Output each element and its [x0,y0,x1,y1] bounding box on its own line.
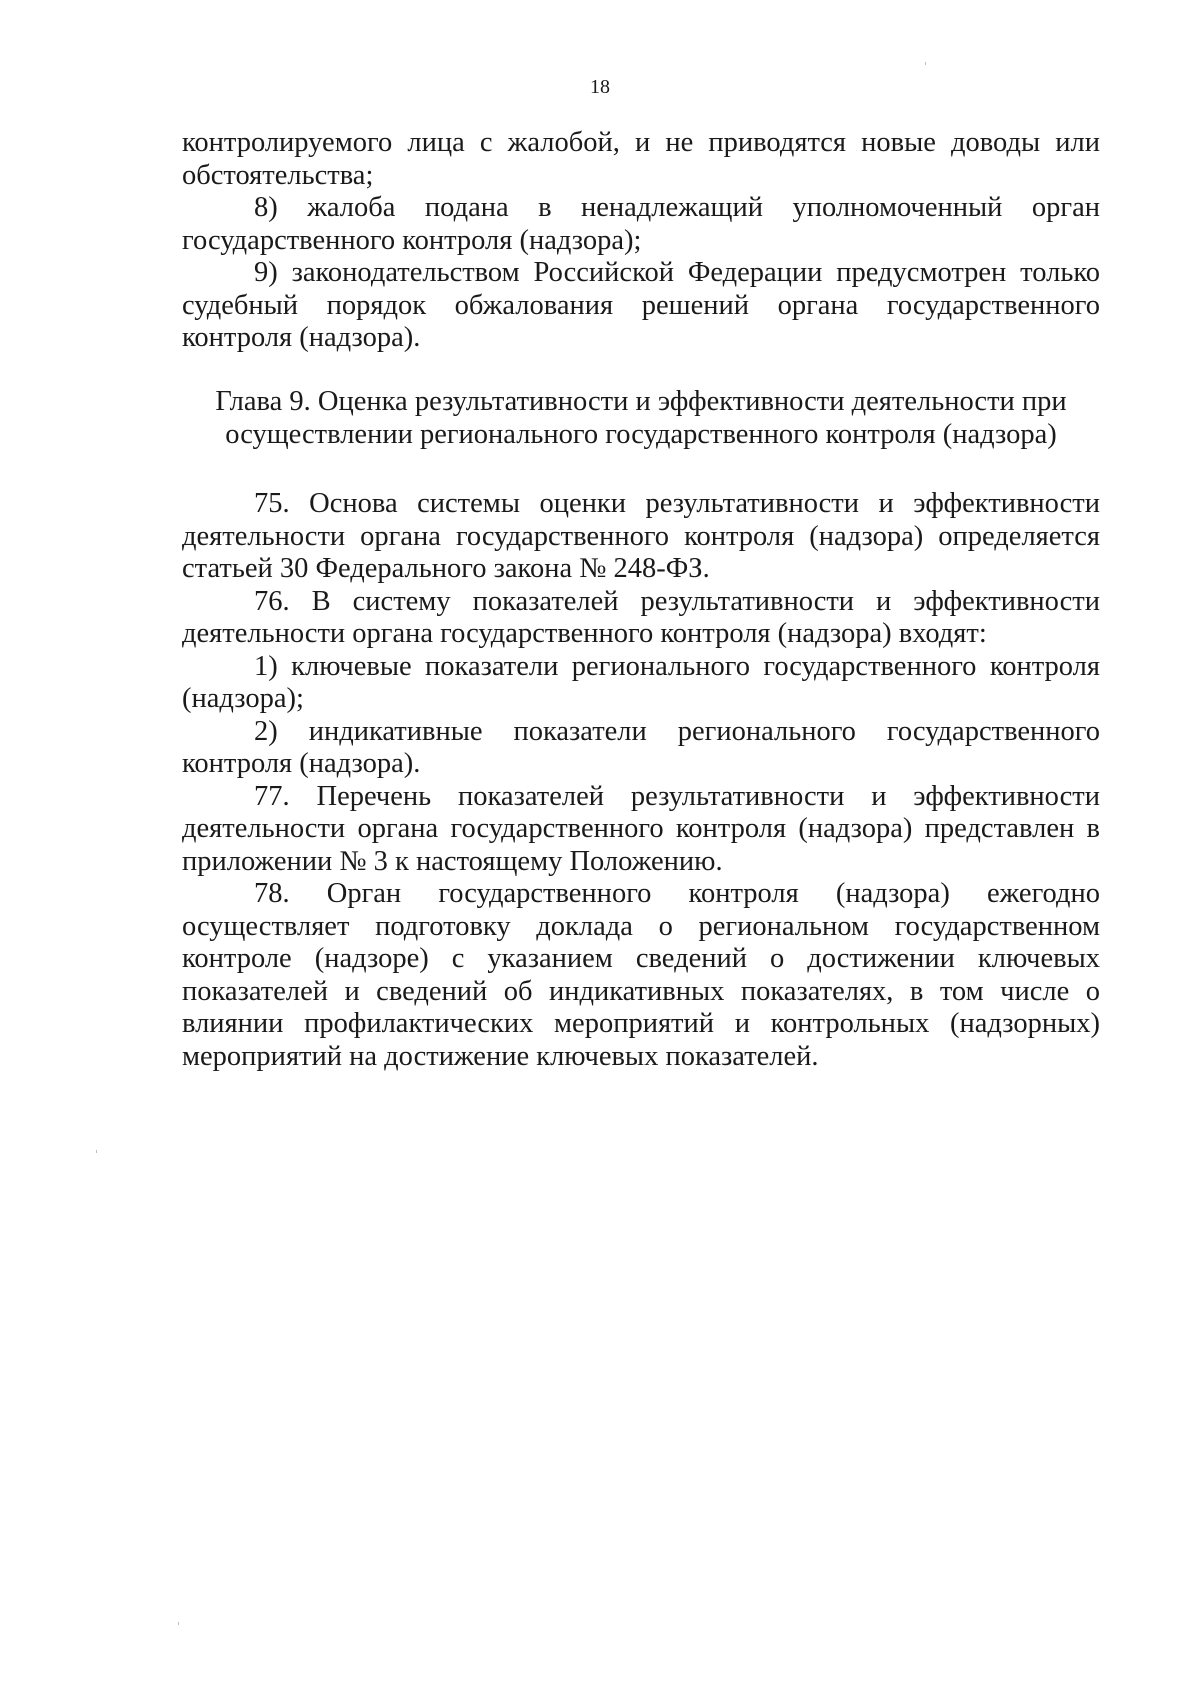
paragraph-76-item-2: 2) индикативные показатели регионального государственного контроля (надзора). [182,715,1100,779]
chapter-heading-line-2: осуществлении регионального государственного контроля (надзора) [225,418,1057,450]
paragraph-item-9: 9) законодательством Российской Федерации предусмотрен только судебный порядок обжалования решений органа государственного контроля (надзора). [182,257,1100,353]
paragraph-continuation: контролируемого лица с жалобой, и не приводятся новые доводы или обстоятельства; [182,127,1100,191]
paragraph-77: 77. Перечень показателей результативности и эффективности деятельности органа государственного контроля (надзора) представлен в приложении № 3 к настоящему Положению. [182,780,1100,877]
paragraph-78: 78. Орган государственного контроля (надзора) ежегодно осуществляет подготовку доклада о региональном государственном контроле (надзоре) с указанием сведений о достижении ключевых показателей и сведений об индикативных показателях, в том числе о влиянии профилактических мероприятий и контрольных (надзорных) мероприятий на достижение ключевых показателей. [182,878,1100,1072]
chapter-heading-line-1: Глава 9. Оценка результативности и эффективности деятельности при [215,386,1067,417]
scan-speck [178,1622,179,1625]
page-number: 18 [590,76,610,98]
chapter-heading [182,386,1100,451]
paragraph-75: 75. Основа системы оценки результативности и эффективности деятельности органа государственного контроля (надзора) определяется статьей 30 Федерального закона № 248-ФЗ. [182,488,1100,584]
chapter-body [182,488,1100,1073]
scan-speck [96,1150,97,1153]
paragraph-76: 76. В систему показателей результативности и эффективности деятельности органа государственного контроля (надзора) входят: [182,585,1100,649]
scan-speck [925,62,926,65]
paragraph-76-item-1: 1) ключевые показатели регионального государственного контроля (надзора); [182,650,1100,714]
continuation-section [182,127,1100,355]
paragraph-item-8: 8) жалоба подана в ненадлежащий уполномоченный орган государственного контроля (надзора); [182,192,1100,256]
